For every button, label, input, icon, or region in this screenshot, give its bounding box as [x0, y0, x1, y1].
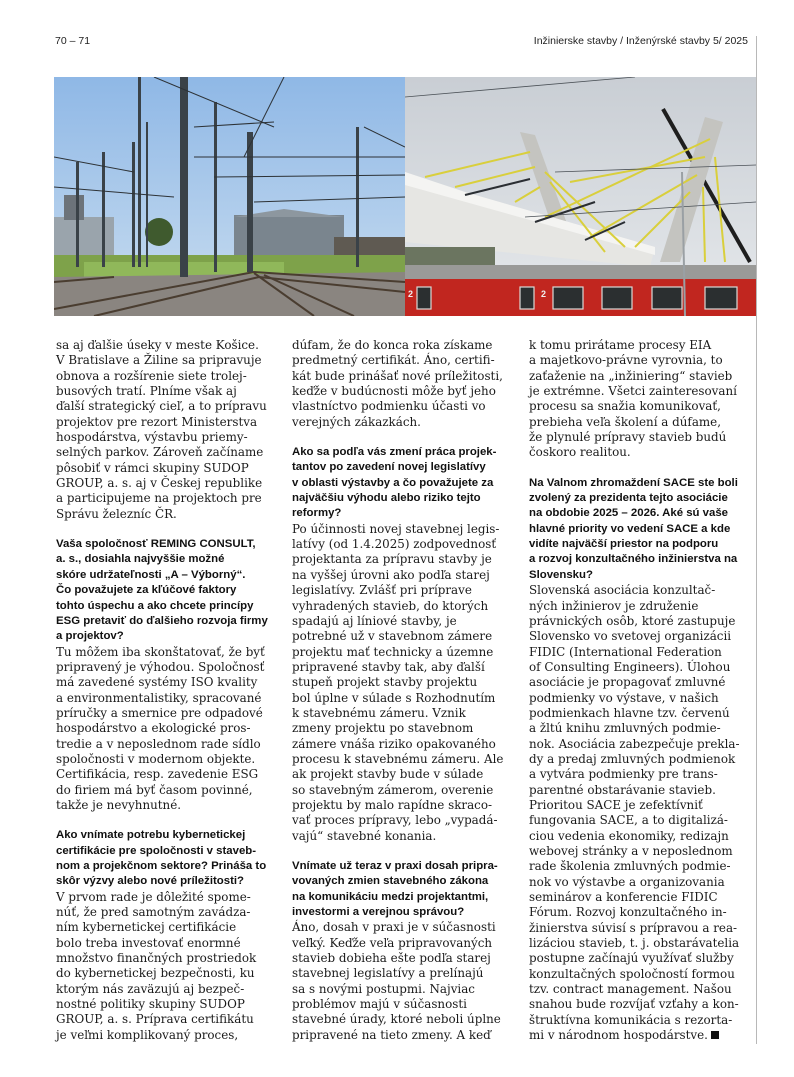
article-column-2: [292, 338, 522, 1043]
bridge-train-image: [405, 77, 756, 316]
paragraph: dúfam, že do konca roka získame predmetný certifikát. Áno, certifi- kát bude prinášať nové príležitosti, keďže v budúcnosti môže byť jeho vlastníctvo podmienku účasti vo verejných zákazkách.: [292, 338, 503, 429]
paragraph: sa aj ďalšie úseky v meste Košice. V Bratislave a Žiline sa pripravuje obnova a rozšírenie siete trolej- busových tratí. Plníme však aj ďalší strategický cieľ, a to prípravu projektov pre rezort Ministerstva hospodárstva, výstavbu priemy- selných parkov. Zároveň začíname pôsobiť v rámci skupiny SUDOP GROUP, a. s. aj v Českej republike a participujeme na projektoch pre Správu železníc ČR.: [56, 338, 267, 521]
svg-text:2: 2: [408, 289, 414, 299]
photo-cable-stayed-bridge: [405, 77, 756, 316]
interview-question: Na Valnom zhromaždení SACE ste boli zvolený za prezidenta tejto asociácie na obdobie 2025 – 2026. Aké sú vaše hlavné priority vo vedení SACE a kde vidíte najväčší priestor na podporu a rozvoj konzultačného inžinierstva na Slovensku?: [529, 476, 738, 581]
photo-strip: [54, 77, 756, 316]
interview-question: Ako sa podľa vás zmení práca projek- tantov po zavedení novej legislatívy v oblasti výstavby a čo považujete za najväčšiu výhodu alebo riziko tejto reformy?: [292, 446, 497, 520]
interview-answer: Po účinnosti novej stavebnej legis- latívy (od 1.4.2025) zodpovednosť projektanta za prípravu stavby je na vyššej úrovni ako podľa starej legislatívy. Zvlášť pri príprave vyhradených stavieb, do ktorých spadajú aj líniové stavby, je potrebné už v stavebnom zámere projektu mať technicky a územne pripravené stavby tak, aby ďalší stupeň projekt stavby projektu bol úplne v súlade s Rozhodnutím k stavebnému zámeru. Vznik zmeny projektu po stavebnom zámere vnáša riziko opakovaného procesu k stavebnému zámeru. Ale ak projekt stavby bude v súlade so stavebným zámerom, overenie projektu by malo rapídne skraco- vať proces prípravy, lebo „vypadá- vajú“ stavebné konania.: [292, 521, 504, 843]
paragraph: k tomu prirátame procesy EIA a majetkovo-právne vyrovnia, to zaťaženie na „inžiniering“ stavieb je extrémne. Všetci zainteresovaní procesu sa snažia komunikovať, prebieha veľa školení a dúfame, že plynulé prípravy stavieb budú čoskoro realitou.: [529, 338, 737, 460]
interview-answer: Áno, dosah v praxi je v súčasnosti veľký. Keďže veľa pripravovaných stavieb dobieha ešte podľa starej stavebnej legislatívy a prelínajú sa s novými postupmi. Najviac problémov majú v súčasnosti stavebné úrady, ktoré neboli úplne pripravené na tieto zmeny. A keď: [292, 920, 501, 1042]
publication-title: Inžinierske stavby / Inženýrské stavby 5/ 2025: [533, 35, 748, 47]
article-column-1: [56, 338, 284, 1043]
interview-answer: Tu môžem iba skonštatovať, že byť pripravený je výhodou. Spoločnosť má zavedené systémy ISO kvality a environmentalistiky, spracované príručky a smernice pre odpadové hospodárstvo a ekologické pros- tredie a v neposlednom rade sídlo spoločnosti v modernom objekte. Certifikácia, resp. zavedenie ESG do firiem má byť časom povinné, takže je nevyhnutné.: [56, 644, 265, 812]
svg-text:2: 2: [541, 289, 547, 299]
interview-question: Vnímate už teraz v praxi dosah pripra- vovaných zmien stavebného zákona na komunikáciu medzi projektantmi, investormi a verejnou správou?: [292, 860, 498, 919]
page-edge-rule: [756, 36, 757, 1044]
end-of-article-mark: [711, 1031, 719, 1039]
interview-question: Vaša spoločnosť REMING CONSULT, a. s., dosiahla najvyššie možné skóre udržateľnosti „A – Výborný“. Čo považujete za kľúčové faktory tohto úspechu a ako chcete princípy ESG pretaviť do ďalšieho rozvoja firmy a projektov?: [56, 538, 268, 643]
article-column-3: [529, 338, 753, 1043]
railway-yard-image: [54, 77, 405, 316]
interview-answer: Slovenská asociácia konzultač- ných inžinierov je združenie právnických osôb, ktoré zastupuje Slovensko vo svetovej organizácii FIDIC (International Federation of Consulting Engineers). Úlohou asociácie je propagovať zmluvné podmienky vo výstave, v našich podmienkach hlavne tzv. červenú a žltú knihu zmluvných podmie- nok. Asociácia zabezpečuje prekla- dy a predaj zmluvných podmienok a vytvára podmienky pre trans- parentné obstarávanie stavieb. Prioritou SACE je zefektívniť fungovania SACE, a to digitalizá- ciou vedenia ekonomiky, redizajn webovej stránky a v neposlednom rade školenia zmluvných podmie- nok vo výstavbe a organizovania seminárov a konferencie FIDIC Fórum. Rozvoj konzultačného in- žinierstva súvisí s prípravou a rea- lizáciou stavieb, t. j. obstarávatelia postupne začínajú využívať služby konzultačných spoločností formou tzv. contract management. Našou snahou bude rozvíjať vzťahy a kon- štruktívna komunikácia s rezorta- mi v národnom hospodárstve.: [529, 583, 740, 1043]
interview-question: Ako vnímate potrebu kybernetickej certifikácie pre spoločnosti v staveb- nom a projekčnom sektore? Prináša to skôr výzvy alebo nové príležitosti?: [56, 829, 267, 888]
page-numbers: 70 – 71: [55, 35, 91, 47]
photo-railway-yard: [54, 77, 405, 316]
interview-answer: V prvom rade je dôležité spome- núť, že pred samotným zavádza- ním kybernetickej certifikácie bolo treba investovať enormné množstvo finančných prostriedok do kybernetickej bezpečnosti, ku ktorým nás zaväzujú aj bezpeč- nostné politiky skupiny SUDOP GROUP, a. s. Príprava certifikátu je veľmi komplikovaný proces,: [56, 889, 257, 1042]
